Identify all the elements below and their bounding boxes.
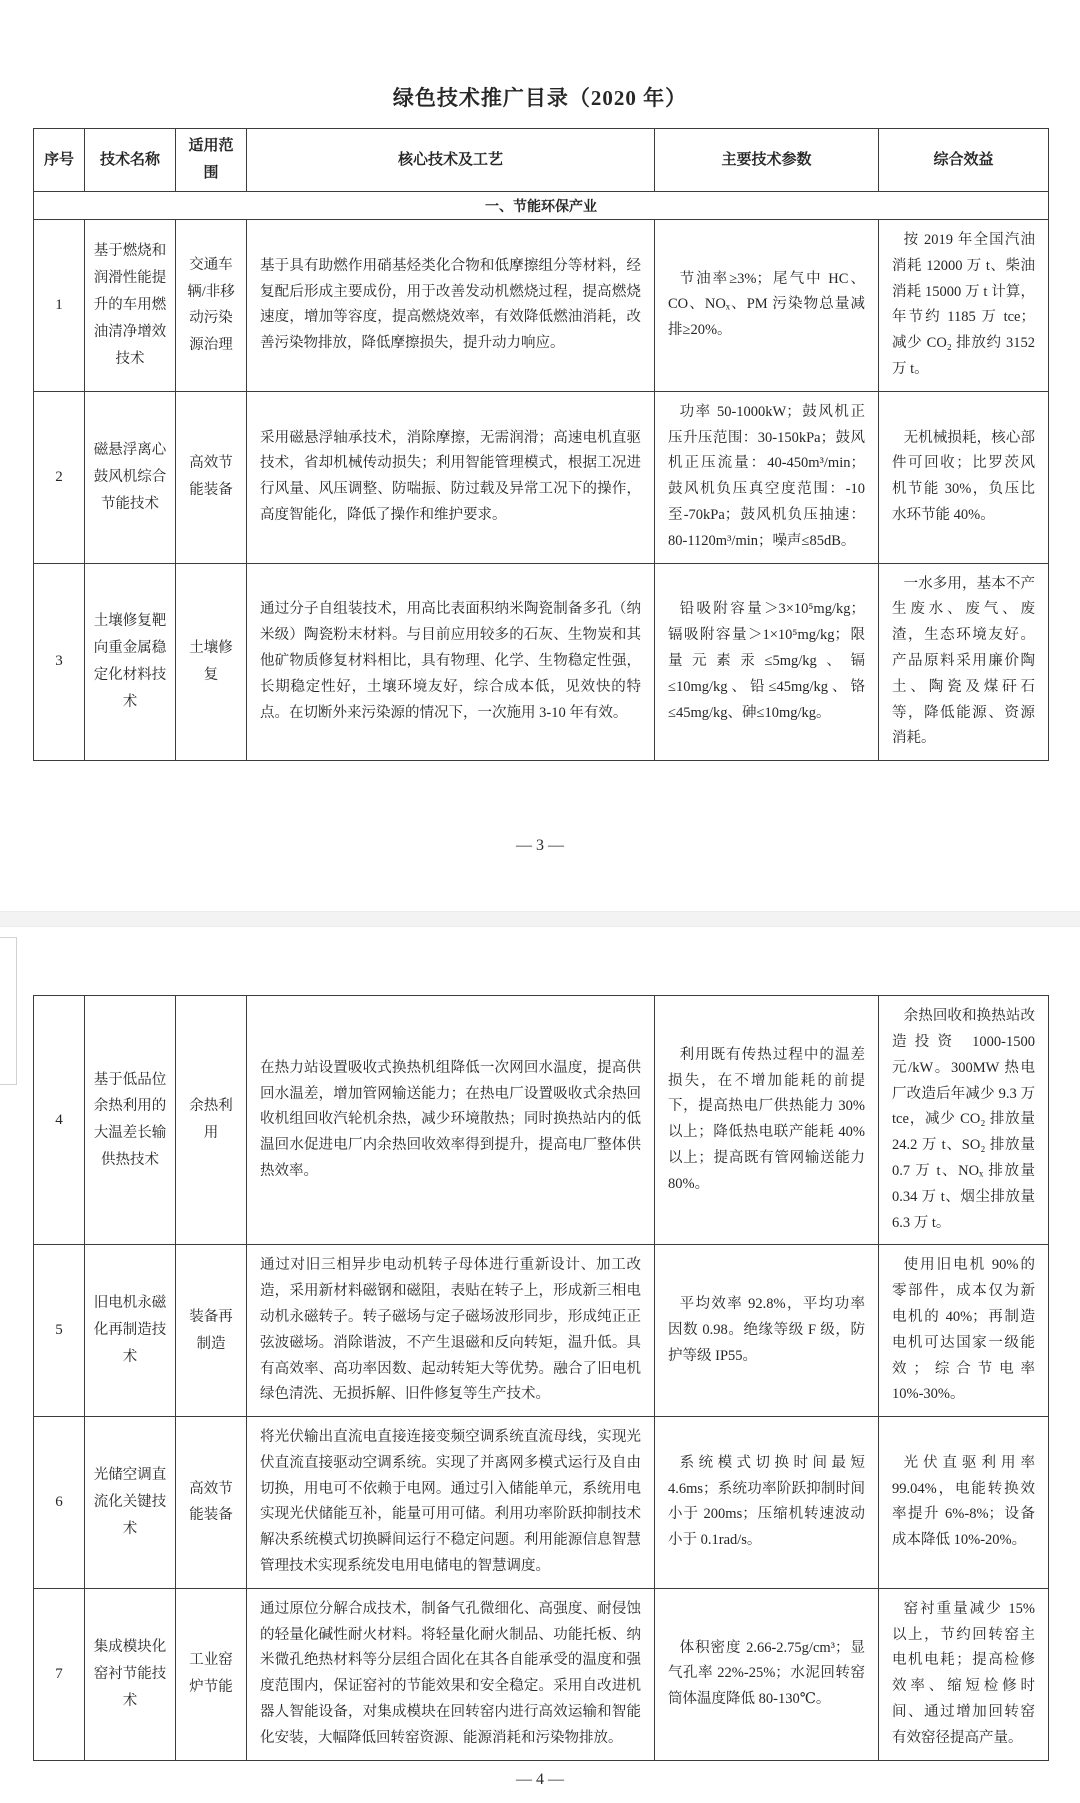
row-number-cell: 3 xyxy=(34,563,85,761)
row-number-cell: 7 xyxy=(34,1588,85,1760)
table-row xyxy=(34,1417,1049,1589)
scan-edge-artifact xyxy=(0,937,17,1085)
table-row xyxy=(34,563,1049,761)
scope-cell: 装备再制造 xyxy=(176,1245,247,1417)
section-heading: 一、节能环保产业 xyxy=(34,192,1049,220)
scope-cell: 工业窑炉节能 xyxy=(176,1588,247,1760)
tech-name-cell: 旧电机永磁化再制造技术 xyxy=(85,1245,176,1417)
column-header-name: 技术名称 xyxy=(85,129,176,192)
table-row xyxy=(34,391,1049,563)
row-number-cell: 4 xyxy=(34,996,85,1245)
column-header-benefit: 综合效益 xyxy=(879,129,1049,192)
tech-name-cell: 磁悬浮离心鼓风机综合节能技术 xyxy=(85,391,176,563)
scope-cell: 交通车辆/非移动污染源治理 xyxy=(176,220,247,392)
benefit-cell: 无机械损耗，核心部件可回收；比罗茨风机节能 30%，负压比水环节能 40%。 xyxy=(879,391,1049,563)
scope-cell: 高效节能装备 xyxy=(176,391,247,563)
page-break-divider xyxy=(0,911,1080,927)
row-number-cell: 6 xyxy=(34,1417,85,1589)
row-number-cell: 2 xyxy=(34,391,85,563)
row-number-cell: 1 xyxy=(34,220,85,392)
table-row xyxy=(34,996,1049,1245)
core-tech-cell: 通过分子自组装技术，用高比表面积纳米陶瓷制备多孔（纳米级）陶瓷粉末材料。与目前应用较多的石灰、生物炭和其他矿物质修复材料相比，具有物理、化学、生物稳定性强，长期稳定性好，土壤环境友好，综合成本低，见效快的特点。在切断外来污染源的情况下，一次施用 3-10 年有效。 xyxy=(247,563,655,761)
benefit-cell: 窑衬重量减少 15%以上，节约回转窑主电机电耗；提高检修效率、缩短检修时间、通过增加回转窑有效窑径提高产量。 xyxy=(879,1588,1049,1760)
params-cell: 铅吸附容量＞3×10⁵mg/kg；镉吸附容量＞1×10⁵mg/kg；限量元素汞≤5mg/kg、镉≤10mg/kg、铅≤45mg/kg、铬≤45mg/kg、砷≤10mg/kg。 xyxy=(655,563,879,761)
tech-name-cell: 光储空调直流化关键技术 xyxy=(85,1417,176,1589)
params-cell: 平均效率 92.8%，平均功率因数 0.98。绝缘等级 F 级，防护等级 IP55。 xyxy=(655,1245,879,1417)
params-cell: 体积密度 2.66-2.75g/cm³；显气孔率 22%-25%；水泥回转窑筒体温度降低 80-130℃。 xyxy=(655,1588,879,1760)
page-4 xyxy=(0,927,1080,1803)
catalog-table-page4 xyxy=(33,995,1049,1761)
core-tech-cell: 采用磁悬浮轴承技术，消除摩擦，无需润滑；高速电机直驱技术，省却机械传动损失；利用智能管理模式，根据工况进行风量、风压调整、防喘振、防过载及异常工况下的操作，高度智能化，降低了操作和维护要求。 xyxy=(247,391,655,563)
page-title: 绿色技术推广目录（2020 年） xyxy=(392,86,688,110)
tech-name-cell: 基于低品位余热利用的大温差长输供热技术 xyxy=(85,996,176,1245)
tech-name-cell: 基于燃烧和润滑性能提升的车用燃油清净增效技术 xyxy=(85,220,176,392)
column-header-core: 核心技术及工艺 xyxy=(247,129,655,192)
scope-cell: 余热利用 xyxy=(176,996,247,1245)
core-tech-cell: 在热力站设置吸收式换热机组降低一次网回水温度，提高供回水温差，增加管网输送能力；在热电厂设置吸收式余热回收机组回收汽轮机余热，减少环境散热；同时换热站内的低温回水促进电厂内余热回收效率得到提升，提高电厂整体供热效率。 xyxy=(247,996,655,1245)
tech-name-cell: 集成模块化窑衬节能技术 xyxy=(85,1588,176,1760)
benefit-cell: 使用旧电机 90%的零部件，成本仅为新电机的 40%；再制造电机可达国家一级能效；综合节电率 10%-30%。 xyxy=(879,1245,1049,1417)
tech-name-cell: 土壤修复靶向重金属稳定化材料技术 xyxy=(85,563,176,761)
benefit-cell: 光伏直驱利用率 99.04%，电能转换效率提升 6%-8%；设备成本降低 10%-20%。 xyxy=(879,1417,1049,1589)
benefit-cell: 一水多用，基本不产生废水、废气、废渣，生态环境友好。产品原料采用廉价陶土、陶瓷及煤矸石等，降低能源、资源消耗。 xyxy=(879,563,1049,761)
catalog-table-page3 xyxy=(33,128,1049,761)
table-row xyxy=(34,1245,1049,1417)
params-cell: 系统模式切换时间最短 4.6ms；系统功率阶跃抑制时间小于 200ms；压缩机转速波动小于 0.1rad/s。 xyxy=(655,1417,879,1589)
table-header-row xyxy=(34,129,1049,192)
benefit-cell: 按 2019 年全国汽油消耗 12000 万 t、柴油消耗 15000 万 t 计算，年节约 1185 万 tce；减少 CO₂ 排放约 3152 万 t。 xyxy=(879,220,1049,392)
page-number-3: — 3 — xyxy=(516,837,564,855)
page-number-4: — 4 — xyxy=(516,1770,564,1788)
column-header-params: 主要技术参数 xyxy=(655,129,879,192)
scope-cell: 高效节能装备 xyxy=(176,1417,247,1589)
column-header-no: 序号 xyxy=(34,129,85,192)
core-tech-cell: 基于具有助燃作用硝基烃类化合物和低摩擦组分等材料，经复配后形成主要成份，用于改善发动机燃烧过程，提高燃烧速度，增加等容度，提高燃烧效率，有效降低燃油消耗，改善污染物排放，降低摩擦损失，提升动力响应。 xyxy=(247,220,655,392)
scope-cell: 土壤修复 xyxy=(176,563,247,761)
core-tech-cell: 将光伏输出直流电直接连接变频空调系统直流母线，实现光伏直流直接驱动空调系统。实现了并离网多模式运行及自由切换，用电可不依赖于电网。通过引入储能单元，系统用电实现光伏储能互补，能量可用可储。利用功率阶跃抑制技术解决系统模式切换瞬间运行不稳定问题。利用能源信息智慧管理技术实现系统发电用电储电的智慧调度。 xyxy=(247,1417,655,1589)
core-tech-cell: 通过原位分解合成技术，制备气孔微细化、高强度、耐侵蚀的轻量化碱性耐火材料。将轻量化耐火制品、功能托板、纳米微孔绝热材料等分层组合固化在其各自能承受的温度和强度范围内，保证窑衬的节能效果和安全稳定。采用自改进机器人智能设备，对集成模块在回转窑内进行高效运输和智能化安装，大幅降低回转窑资源、能源消耗和污染物排放。 xyxy=(247,1588,655,1760)
core-tech-cell: 通过对旧三相异步电动机转子母体进行重新设计、加工改造，采用新材料磁钢和磁阻，表贴在转子上，形成新三相电动机永磁转子。转子磁场与定子磁场波形同步，形成纯正正弦波磁场。消除谐波，不产生退磁和反向转矩，温升低。具有高效率、高功率因数、起动转矩大等优势。融合了旧电机绿色清洗、无损拆解、旧件修复等生产技术。 xyxy=(247,1245,655,1417)
benefit-cell: 余热回收和换热站改造投资 1000-1500 元/kW。300MW 热电厂改造后年减少 9.3 万 tce，减少 CO₂ 排放量 24.2 万 t、SO₂ 排放量 0.7 万 t、NOₓ 排放量 0.34 万 t、烟尘排放量 6.3 万 t。 xyxy=(879,996,1049,1245)
column-header-scope: 适用范围 xyxy=(176,129,247,192)
params-cell: 节油率≥3%；尾气中 HC、CO、NOₓ、PM 污染物总量减排≥20%。 xyxy=(655,220,879,392)
params-cell: 利用既有传热过程中的温差损失，在不增加能耗的前提下，提高热电厂供热能力 30%以上；降低热电联产能耗 40%以上；提高既有管网输送能力 80%。 xyxy=(655,996,879,1245)
section-row xyxy=(34,192,1049,220)
table-row xyxy=(34,1588,1049,1760)
table-row xyxy=(34,220,1049,392)
row-number-cell: 5 xyxy=(34,1245,85,1417)
params-cell: 功率 50-1000kW；鼓风机正压升压范围：30-150kPa；鼓风机正压流量：40-450m³/min；鼓风机负压真空度范围：-10 至-70kPa；鼓风机负压抽速：80-1120m³/min；噪声≤85dB。 xyxy=(655,391,879,563)
